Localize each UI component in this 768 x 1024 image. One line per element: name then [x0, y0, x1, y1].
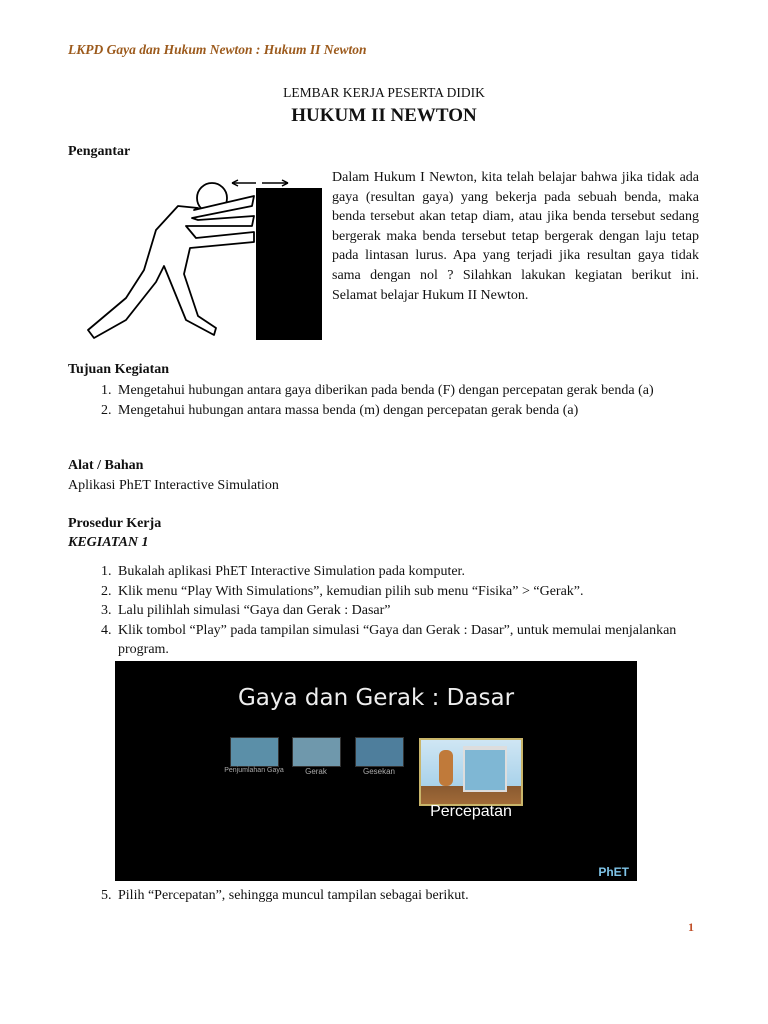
list-item: 1. Bukalah aplikasi PhET Interactive Simulation pada komputer. — [115, 562, 705, 582]
pushing-figure-illustration — [66, 170, 326, 345]
list-item: 5. Pilih “Percepatan”, sehingga muncul tampilan sebagai berikut. — [115, 886, 705, 906]
alat-heading: Alat / Bahan — [68, 458, 144, 473]
list-item: 2. Klik menu “Play With Simulations”, kemudian pilih sub menu “Fisika” > “Gerak”. — [115, 582, 705, 602]
list-item: 2. Mengetahui hubungan antara massa benda (m) dengan percepatan gerak benda (a) — [115, 401, 715, 421]
sim-title: Gaya dan Gerak : Dasar — [237, 685, 515, 711]
kegiatan-heading: KEGIATAN 1 — [68, 535, 149, 550]
selected-screen-label: Percepatan — [430, 803, 512, 820]
screen-label: Gerak — [305, 767, 327, 776]
prosedur-list-continued — [68, 886, 705, 906]
prosedur-heading: Prosedur Kerja — [68, 516, 162, 531]
screen-thumb-gesekan — [355, 737, 404, 767]
phet-logo: PhET — [598, 865, 629, 879]
screen-thumb-percepatan — [419, 738, 523, 806]
prosedur-list — [68, 562, 705, 660]
alat-text: Aplikasi PhET Interactive Simulation — [68, 478, 279, 493]
screen-thumb-penjumlahan — [230, 737, 279, 767]
pengantar-paragraph: Dalam Hukum I Newton, kita telah belajar bahwa jika tidak ada gaya (resultan gaya) yang bekerja pada sebuah benda, maka benda tersebut akan tetap diam, atau jika benda tersebut sedang bergerak maka benda tersebut tetap bergerak dengan laju tetap pada lintasan lurus. Apa yang terjadi jika resultan gaya tidak sama dengan nol ? Silahkan lakukan kegiatan berikut ini. Selamat belajar Hukum II Newton. — [332, 170, 699, 303]
pengantar-heading: Pengantar — [68, 144, 131, 159]
screen-thumb-gerak — [292, 737, 341, 767]
tujuan-list — [68, 381, 715, 420]
running-header: LKPD Gaya dan Hukum Newton : Hukum II Newton — [68, 42, 367, 57]
list-item: 4. Klik tombol “Play” pada tampilan simulasi “Gaya dan Gerak : Dasar”, untuk memulai menjalankan program. — [115, 621, 705, 660]
page-number: 1 — [688, 920, 694, 934]
phet-simulation-screenshot — [115, 661, 637, 881]
list-item: 1. Mengetahui hubungan antara gaya diberikan pada benda (F) dengan percepatan gerak benda (a) — [115, 381, 715, 401]
tujuan-heading: Tujuan Kegiatan — [68, 362, 170, 377]
list-item: 3. Lalu pilihlah simulasi “Gaya dan Gerak : Dasar” — [115, 601, 705, 621]
screen-label: Gesekan — [362, 767, 396, 776]
document-title: HUKUM II NEWTON — [291, 105, 477, 126]
document-subtitle: LEMBAR KERJA PESERTA DIDIK — [283, 85, 485, 100]
screen-label: Penjumlahan Gaya — [224, 767, 284, 774]
